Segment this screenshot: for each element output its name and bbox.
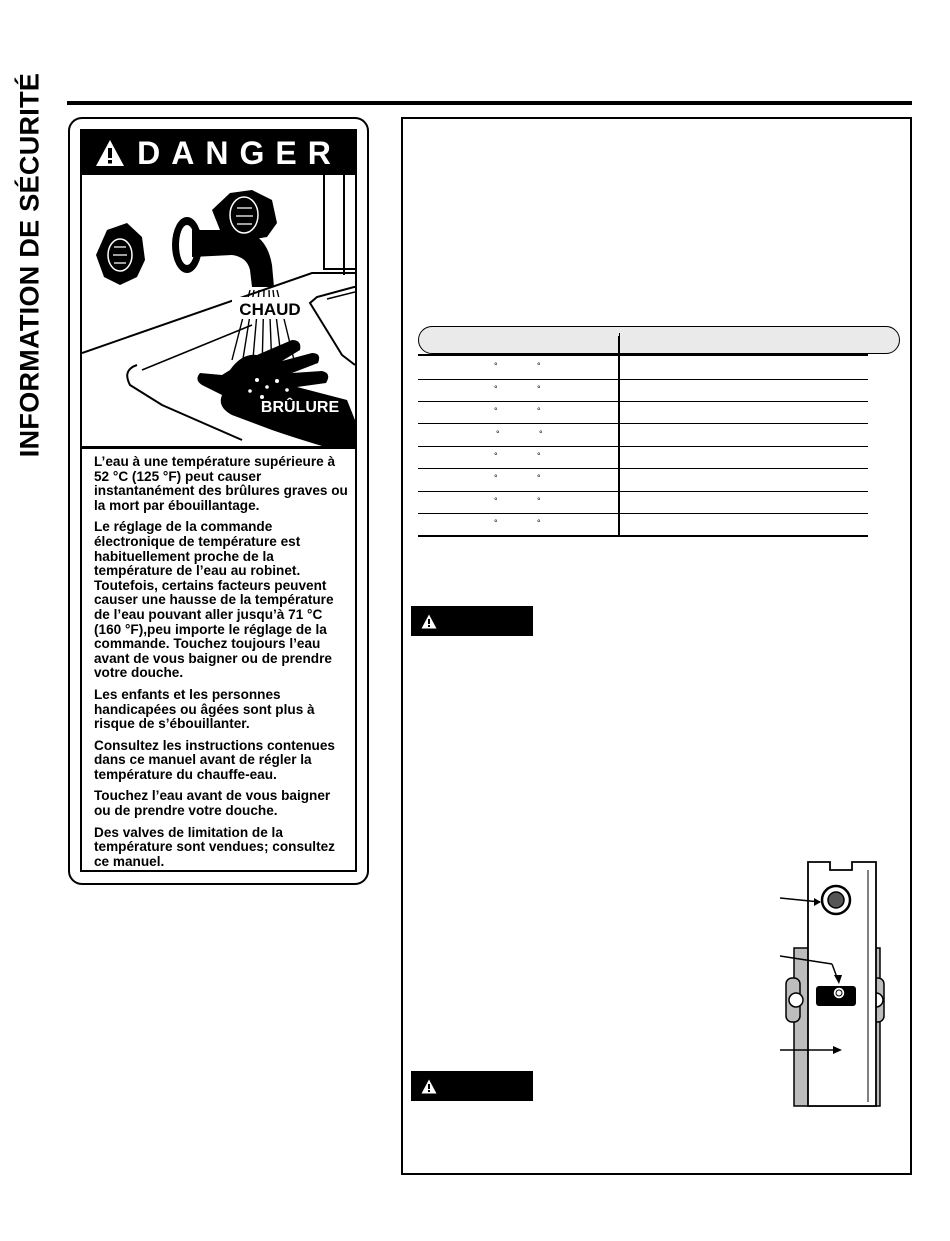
degree-mark: ° (539, 429, 543, 439)
table-row-line (418, 379, 868, 380)
table-row-line (418, 423, 868, 424)
caution-bar (411, 606, 533, 636)
degree-mark: ° (537, 473, 541, 483)
burn-label: BRÛLURE (260, 399, 340, 416)
danger-header (82, 131, 355, 175)
degree-mark: ° (537, 406, 541, 416)
degree-mark: ° (537, 451, 541, 461)
degree-mark: ° (537, 384, 541, 394)
table-row-line (418, 401, 868, 402)
warning-triangle-icon (95, 139, 125, 167)
table-row-line (418, 468, 868, 469)
warning-triangle-icon (421, 614, 437, 629)
degree-mark: ° (537, 496, 541, 506)
degree-mark: ° (494, 406, 498, 416)
degree-mark: ° (494, 384, 498, 394)
hot-label: CHAUD (239, 300, 301, 319)
degree-mark: ° (496, 429, 500, 439)
header-rule (67, 101, 912, 105)
side-title (10, 38, 50, 493)
degree-mark: ° (537, 518, 541, 528)
danger-paragraph: L’eau à une température supérieure à 52 °C (125 °F) peut causer instantanément des brûlures graves ou la mort par ébouillantage. (94, 454, 348, 513)
caution-bar (411, 1071, 533, 1101)
table-header-rule (418, 354, 868, 356)
danger-paragraph: Des valves de limitation de la température sont vendues; consultez ce manuel. (94, 824, 335, 869)
danger-paragraph: Consultez les instructions contenues dans ce manuel avant de régler la température du chauffe-eau. (94, 737, 335, 782)
degree-mark: ° (494, 451, 498, 461)
table-row-line (418, 513, 868, 514)
table-bottom-line (418, 535, 868, 537)
danger-heading: DANGER (137, 135, 342, 171)
degree-mark: ° (494, 473, 498, 483)
danger-paragraph: Touchez l’eau avant de vous baigner ou de prendre votre douche. (94, 788, 331, 819)
degree-mark: ° (537, 361, 541, 371)
table-row-line (418, 491, 868, 492)
degree-mark: ° (494, 518, 498, 528)
table-row-line (418, 446, 868, 447)
table-column-divider (618, 336, 620, 536)
degree-mark: ° (494, 496, 498, 506)
danger-text (94, 455, 348, 876)
illustration-divider (82, 446, 355, 449)
thermostat-control-illustration (780, 860, 890, 1112)
faucet-illustration (82, 175, 355, 446)
warning-triangle-icon (421, 1079, 437, 1094)
degree-mark: ° (494, 361, 498, 371)
side-title-text: INFORMATION DE SÉCURITÉ (14, 72, 45, 458)
danger-paragraph: Les enfants et les personnes handicapées ou âgées sont plus à risque de s’ébouillanter. (94, 686, 315, 732)
table-header (418, 326, 900, 354)
danger-paragraph: Le réglage de la commande électronique de température est habituellement proche de la température de l’eau au robinet. Toutefois, certains facteurs peuvent causer une hausse de la température de l’eau pouvant aller jusqu’à 71 °C (160 °F),peu importe le réglage de la commande. Touchez toujours l’eau avant de vous baigner ou de prendre votre douche. (94, 519, 334, 681)
